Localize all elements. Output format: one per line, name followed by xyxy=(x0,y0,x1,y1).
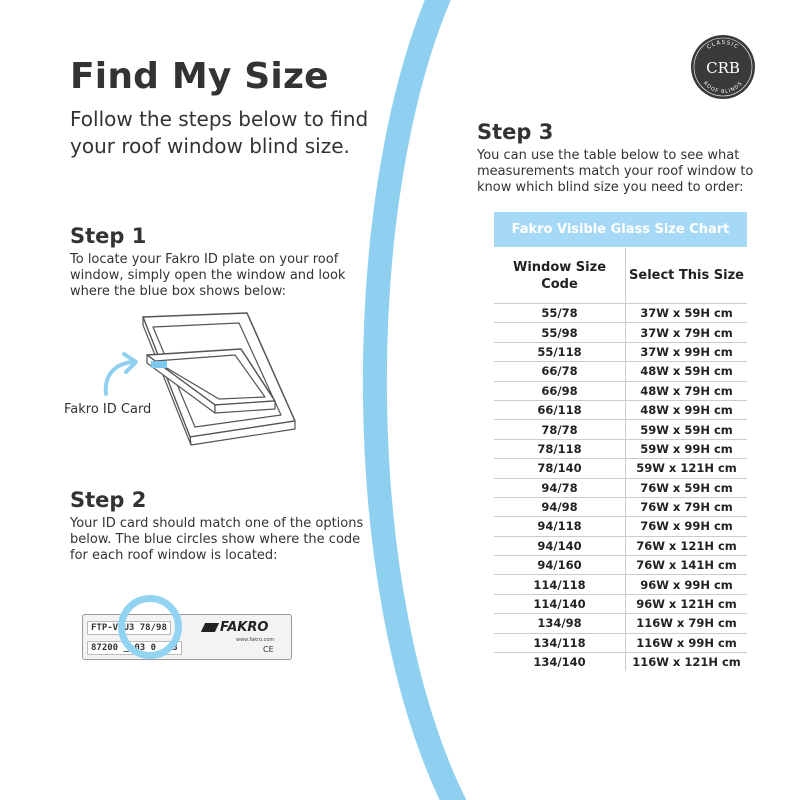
blind-size-cell: 48W x 59H cm xyxy=(626,362,748,381)
fakro-mark-icon xyxy=(201,623,219,632)
size-chart-header-row xyxy=(494,248,747,304)
logo-monogram: CRB xyxy=(706,59,740,77)
step2-text: Your ID card should match one of the options below. The blue circles show where the code for each roof window is located: xyxy=(70,516,364,563)
blind-size-cell: 96W x 99H cm xyxy=(626,575,748,594)
window-size-code-cell: 78/78 xyxy=(494,420,626,439)
window-size-code-cell: 55/98 xyxy=(494,323,626,342)
table-row xyxy=(494,594,747,613)
curved-arrow-icon xyxy=(98,350,148,400)
blind-size-cell: 76W x 99H cm xyxy=(626,517,748,536)
window-size-code-cell: 66/98 xyxy=(494,381,626,400)
table-row xyxy=(494,478,747,497)
window-size-code-cell: 94/160 xyxy=(494,556,626,575)
window-size-code-cell: 134/98 xyxy=(494,614,626,633)
table-row xyxy=(494,633,747,652)
logo-ring-bottom-text: ROOF BLINDS xyxy=(701,80,745,96)
logo-ring-top-text: CLASSIC xyxy=(706,39,740,51)
window-size-code-cell: 55/78 xyxy=(494,304,626,323)
table-row xyxy=(494,536,747,555)
card-ean-code: 87200 _ 03 0_ 43 xyxy=(87,641,182,655)
size-chart-table xyxy=(494,248,747,671)
table-row xyxy=(494,342,747,361)
window-size-code-cell: 55/118 xyxy=(494,342,626,361)
card-window-code: FTP-V U3 78/98 xyxy=(87,621,171,635)
blind-size-cell: 48W x 79H cm xyxy=(626,381,748,400)
crb-logo xyxy=(690,34,756,100)
step3-heading: Step 3 xyxy=(477,120,554,144)
window-size-code-cell: 114/140 xyxy=(494,594,626,613)
table-row xyxy=(494,439,747,458)
blind-size-cell: 37W x 79H cm xyxy=(626,323,748,342)
step3-text: You can use the table below to see what measurements match your roof window to know which blind size you need to order: xyxy=(477,148,754,195)
card-ce-mark: CE xyxy=(263,645,274,654)
window-size-code-cell: 66/118 xyxy=(494,400,626,419)
table-row xyxy=(494,517,747,536)
window-size-code-cell: 78/140 xyxy=(494,459,626,478)
window-size-code-cell: 94/118 xyxy=(494,517,626,536)
blind-size-cell: 76W x 79H cm xyxy=(626,497,748,516)
table-row xyxy=(494,323,747,342)
window-size-code-cell: 94/140 xyxy=(494,536,626,555)
table-row xyxy=(494,614,747,633)
window-size-code-cell: 66/78 xyxy=(494,362,626,381)
blind-size-cell: 59W x 121H cm xyxy=(626,459,748,478)
page-subtitle: Follow the steps below to find your roof window blind size. xyxy=(70,107,369,158)
blind-size-cell: 37W x 59H cm xyxy=(626,304,748,323)
blind-size-cell: 59W x 99H cm xyxy=(626,439,748,458)
step2-heading: Step 2 xyxy=(70,488,147,512)
step1-heading: Step 1 xyxy=(70,224,147,248)
id-plate-marker xyxy=(151,361,167,368)
size-chart-title: Fakro Visible Glass Size Chart xyxy=(494,212,747,247)
card-url: www.fakro.com xyxy=(236,637,275,643)
blind-size-cell: 48W x 99H cm xyxy=(626,400,748,419)
card-brand-text: FAKRO xyxy=(220,620,269,635)
col-header-window-code: Window Size Code xyxy=(494,248,626,304)
window-size-code-cell: 134/140 xyxy=(494,653,626,672)
blind-size-cell: 59W x 59H cm xyxy=(626,420,748,439)
step1-text: To locate your Fakro ID plate on your roof window, simply open the window and look where the blue box shows below: xyxy=(70,252,346,299)
code-location-circle xyxy=(118,595,182,659)
col-header-select-size: Select This Size xyxy=(629,268,744,283)
table-row xyxy=(494,556,747,575)
table-row xyxy=(494,497,747,516)
table-row xyxy=(494,575,747,594)
blind-size-cell: 37W x 99H cm xyxy=(626,342,748,361)
page-title: Find My Size xyxy=(70,56,329,97)
window-size-code-cell: 134/118 xyxy=(494,633,626,652)
window-size-code-cell: 78/118 xyxy=(494,439,626,458)
table-row xyxy=(494,653,747,672)
table-row xyxy=(494,400,747,419)
blind-size-cell: 116W x 79H cm xyxy=(626,614,748,633)
window-size-code-cell: 94/78 xyxy=(494,478,626,497)
size-chart-body xyxy=(494,304,747,672)
window-size-code-cell: 114/118 xyxy=(494,575,626,594)
blind-size-cell: 116W x 99H cm xyxy=(626,633,748,652)
fakro-id-card xyxy=(82,614,292,660)
blind-size-cell: 96W x 121H cm xyxy=(626,594,748,613)
table-row xyxy=(494,459,747,478)
fakro-id-card-label: Fakro ID Card xyxy=(64,402,152,417)
blind-size-cell: 76W x 121H cm xyxy=(626,536,748,555)
blind-size-cell: 76W x 141H cm xyxy=(626,556,748,575)
window-size-code-cell: 94/98 xyxy=(494,497,626,516)
blind-size-cell: 116W x 121H cm xyxy=(626,653,748,672)
table-row xyxy=(494,362,747,381)
table-row xyxy=(494,304,747,323)
table-row xyxy=(494,420,747,439)
table-row xyxy=(494,381,747,400)
fakro-brand-logo xyxy=(203,620,268,635)
blind-size-cell: 76W x 59H cm xyxy=(626,478,748,497)
